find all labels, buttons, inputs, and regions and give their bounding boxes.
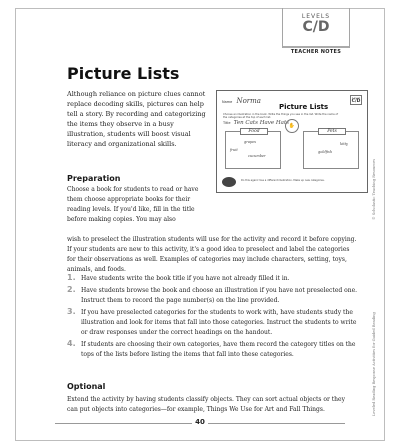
side-credit-publisher — [372, 90, 377, 220]
publisher-logo-icon — [222, 177, 236, 187]
thumb-list-box-left — [225, 131, 281, 169]
levels-value: C/D — [302, 19, 330, 35]
step-item — [67, 274, 359, 284]
thumb-list-item: fruit — [230, 148, 238, 152]
step-item — [67, 286, 359, 306]
side-credit-text-2: © Scholastic Teaching Resources — [372, 158, 376, 220]
step-item — [67, 308, 359, 338]
step-item — [67, 340, 359, 360]
step-text: Have students write the book title if you have not already filled it in. — [81, 275, 290, 282]
preparation-steps — [67, 274, 359, 362]
thumb-book-title-label: Title — [223, 121, 231, 125]
preparation-paragraph-1: Choose a book for students to read or have them choose appropriate books for their reading levels. If you'd like, fill in the title before making copies. You may also — [67, 186, 199, 223]
thumb-book-title-value: Ten Cats Have Hats — [233, 120, 289, 126]
page-footer — [15, 418, 385, 428]
page-title: Picture Lists — [67, 64, 180, 83]
thumb-list-item: goldfish — [318, 150, 333, 154]
optional-paragraph: Extend the activity by having students classify objects. They can sort actual objects or they can put objects into categories—for example, Things We Use for Art and Fall Things. — [67, 396, 345, 413]
thumb-list-box-right — [303, 131, 359, 169]
page-number: 40 — [192, 418, 208, 426]
side-credit-book — [372, 226, 377, 416]
intro-paragraph: Although reliance on picture clues cannot replace decoding skills, pictures can help tell a story. By recording and categorizing the items they observe in a busy illustration, students will boost visual literacy and organizational skills. — [67, 90, 206, 148]
optional-heading: Optional — [67, 382, 106, 391]
step-number: 4. — [67, 339, 76, 348]
thumb-level-box — [350, 95, 362, 105]
thumb-title: Picture Lists — [279, 103, 329, 111]
thumb-category-header: Pets — [318, 128, 346, 135]
step-number: 1. — [67, 273, 76, 282]
preparation-paragraph-2: wish to preselect the illustration students will use for the activity and record it before copying. If your students are new to this activity, it's a good idea to preselect and label the categories for their observations as well. Examples of categories may include characters, setting, toys, animals, and foods. — [67, 236, 357, 273]
thumb-name-label: Name — [222, 100, 233, 104]
thumb-list-item: kitty — [340, 142, 349, 146]
thumb-name-value: Norma — [236, 97, 261, 105]
thumb-level-label: Level — [352, 96, 360, 100]
step-number: 2. — [67, 285, 76, 294]
thumb-list-item: cucumber — [248, 154, 266, 158]
levels-tab — [282, 8, 350, 48]
hand-icon: ✋ — [285, 119, 299, 133]
step-number: 3. — [67, 307, 76, 316]
thumb-book-title-row — [223, 120, 289, 126]
levels-label: LEVELS — [301, 13, 331, 20]
thumb-level-value: C/D — [351, 99, 361, 104]
thumb-list-item: grapes — [244, 140, 257, 144]
thumb-footer-text: Do this again! Use a different illustration. Make up new categories. — [241, 179, 325, 182]
preparation-heading: Preparation — [67, 174, 121, 183]
step-text: Have students browse the book and choose an illustration if you have not preselected one. Instruct them to record the page number(s) on the line provided. — [81, 287, 358, 304]
thumb-instructions: Choose an illustration in the book. Write the things you see in the list. Write the name of the categories at the top of each list. — [223, 113, 339, 120]
levels-rule — [283, 46, 349, 48]
thumb-category-header: Food — [240, 128, 268, 135]
step-text: If you have preselected categories for the students to work with, have students study the illustration and look for items that fall into those categories. Instruct the students to write or draw responses under the correct headings on the handout. — [81, 309, 357, 336]
worksheet-thumbnail — [216, 90, 368, 193]
teacher-notes-label: TEACHER NOTES — [290, 49, 342, 55]
step-text: If students are choosing their own categories, have them record the category titles on the tops of the lists before listing the items that fall into these categories. — [81, 341, 356, 358]
side-credit-text-1: Leveled Reading Response Activities for Guided Reading — [372, 312, 376, 416]
